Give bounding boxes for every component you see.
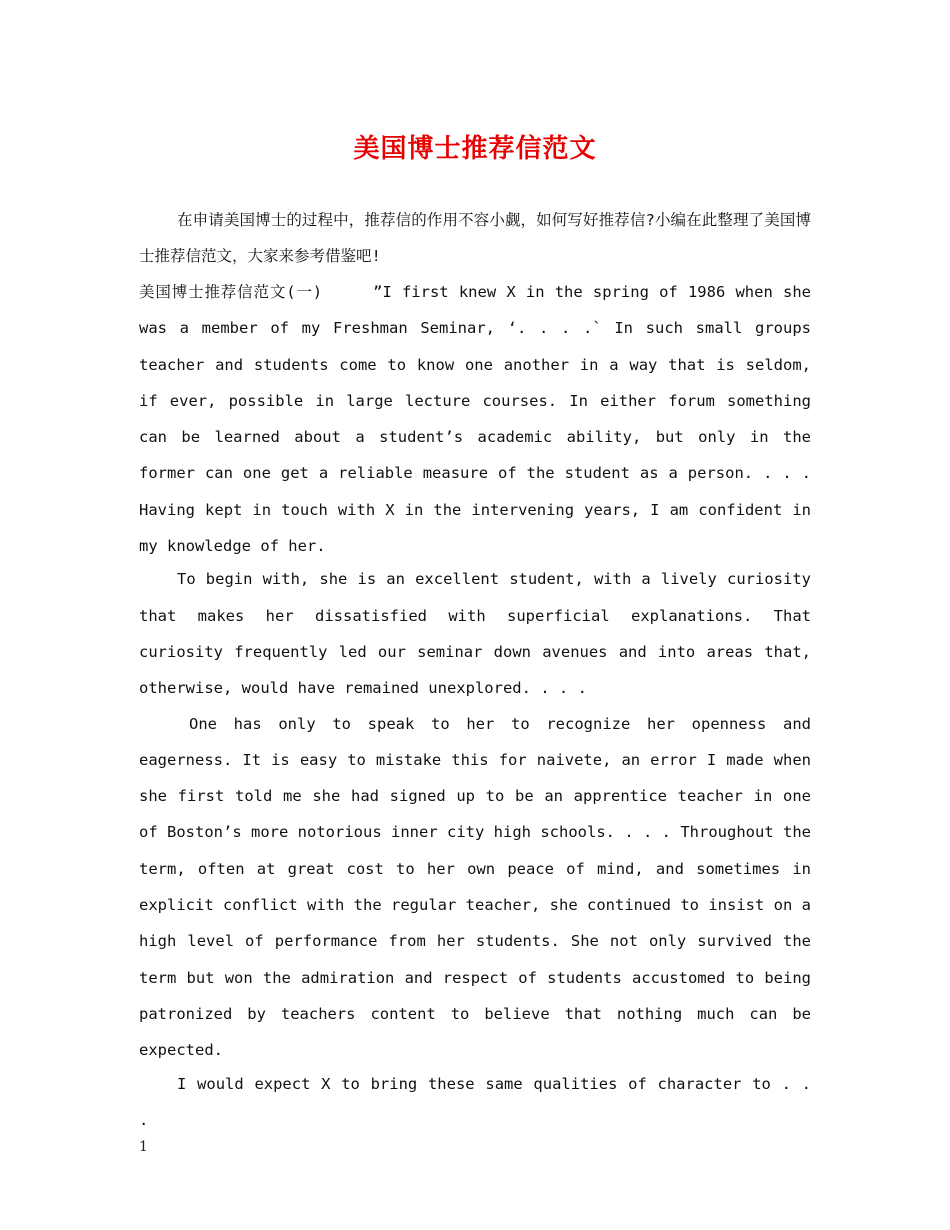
paragraph-4: I would expect X to bring these same qualities of character to . . . <box>139 1074 811 1129</box>
intro-paragraph: 在申请美国博士的过程中，推荐信的作用不容小觑，如何写好推荐信?小编在此整理了美国博士推荐信范文，大家来参考借鉴吧! <box>139 211 811 265</box>
paragraph-2: To begin with, she is an excellent student, with a lively curiosity that makes her dissatisfied with superficial explanations. That curiosity frequently led our seminar down avenues and into areas that, otherwise, would have remained unexplored. . . . <box>139 570 811 698</box>
sample-one-paragraph <box>139 274 811 564</box>
document-title: 美国博士推荐信范文 <box>353 134 597 164</box>
page-number: 1 <box>139 1139 148 1155</box>
document-body <box>139 202 811 1138</box>
paragraph-1: ”I first knew X in the spring of 1986 when she was a member of my Freshman Seminar, ‘. . . .` In such small groups teacher and students come to know one another in a way that is seldom, if ever, possible in large lecture courses. In either forum something can be learned about a student’s academic ability, but only in the former can one get a reliable measure of the student as a person. . . . Having kept in touch with X in the intervening years, I am confident in my knowledge of her. <box>139 283 811 556</box>
section-heading: 美国博士推荐信范文(一) <box>139 283 323 301</box>
paragraph-3: One has only to speak to her to recognize her openness and eagerness. It is easy to mistake this for naivete, an error I made when she first told me she had signed up to be an apprentice teacher in one of Boston’s more notorious inner city high schools. . . . Throughout the term, often at great cost to her own peace of mind, and sometimes in explicit conflict with the regular teacher, she continued to insist on a high level of performance from her students. She not only survived the term but won the admiration and respect of students accustomed to being patronized by teachers content to believe that nothing much can be expected. <box>139 714 811 1060</box>
